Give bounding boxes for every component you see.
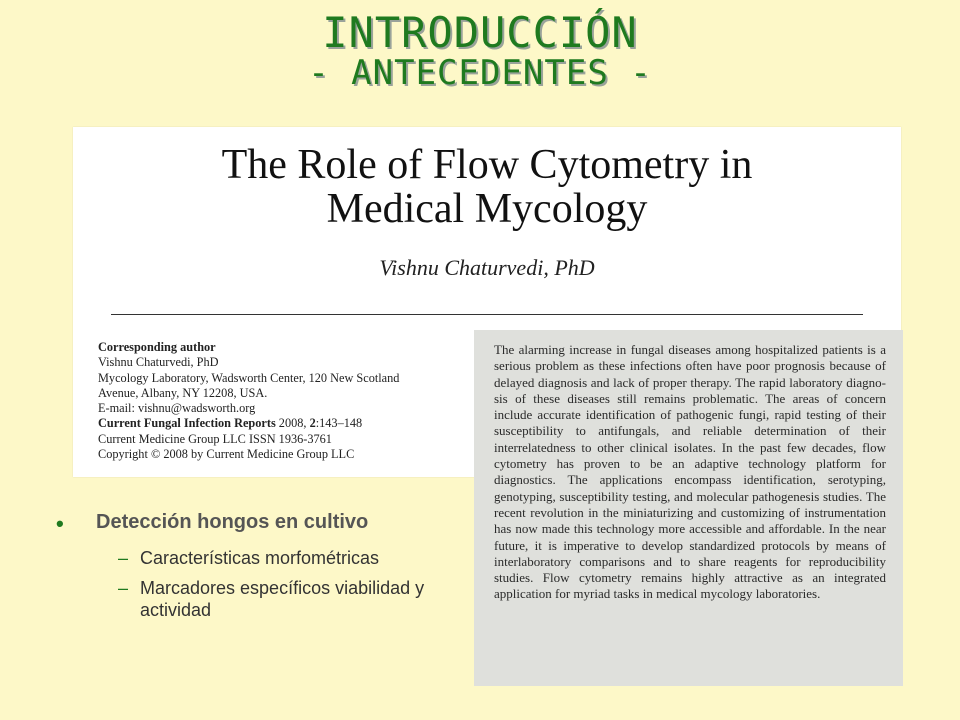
bullet-list [56,511,476,629]
journal-year: 2008, [275,416,310,431]
slide-title-sub: - ANTECEDENTES - [308,53,652,94]
journal-volume: 2 [309,416,316,431]
sub-bullet-text: Características morfométricas [140,548,380,568]
corresponding-author-block [98,340,478,462]
sub-bullet-dash: – [118,578,129,598]
journal-citation [98,416,478,431]
paper-title [73,143,901,231]
bullet-dot: • [56,511,64,536]
corresponding-heading: Corresponding author [98,340,216,354]
corresponding-line: Avenue, Albany, NY 12208, USA. [98,385,268,400]
sub-bullet-text: Marcadores específicos viabilidad y actividad [140,578,425,620]
bullet-item [56,511,476,537]
sub-bullet-item [118,547,476,569]
journal-pages: :143–148 [315,416,363,431]
bullet-main-text: Detección hongos en cultivo [96,511,369,533]
divider-rule [111,314,863,315]
copyright-line: Copyright © 2008 by Current Medicine Group LLC [98,447,355,462]
slide-title [0,10,960,92]
publisher-line: Current Medicine Group LLC ISSN 1936-3761 [98,431,332,446]
paper-title-line2: Medical Mycology [326,186,648,232]
journal-name: Current Fungal Infection Reports [98,416,276,431]
abstract-box [474,330,903,686]
paper-title-line1: The Role of Flow Cytometry in [221,142,753,188]
corresponding-line: E-mail: vishnu@wadsworth.org [98,401,256,416]
abstract-text: The alarming increase in fungal diseases among hospitalized patients is a serious problem as these infections often have poor prognosis because of delayed diagnosis and lack of proper therapy. The rapid laboratory diagnosis of these diseases still remains problematic. The areas of concern include accurate identification of pathogenic fungi, rapid testing of their susceptibility to antifungals, and reliable determination of their interrelatedness to other clinical isolates. In the past few decades, flow cytometry has proven to be an adaptive technology platform for diagnostics. The applications encompass identification, serotyping, genotyping, susceptibility testing, and molecular pathogenesis studies. The recent revolution in the miniaturizing and customizing of instrumentation has now made this technology more accessible and affordable. In the near future, it is imperative to develop standardized protocols by means of interlaboratory comparisons and to share reagents for reproducibility studies. Flow cytometry remains highly attractive as an integrated application for myriad tasks in medical mycology laboratories. [494,342,886,602]
sub-bullet-dash: – [118,548,129,568]
paper-author: Vishnu Chaturvedi, PhD [379,255,595,280]
corresponding-line: Vishnu Chaturvedi, PhD [98,355,219,370]
sub-bullet-item [118,577,476,621]
corresponding-line: Mycology Laboratory, Wadsworth Center, 120 New Scotland [98,370,400,385]
slide-title-main: INTRODUCCIÓN [322,8,638,57]
